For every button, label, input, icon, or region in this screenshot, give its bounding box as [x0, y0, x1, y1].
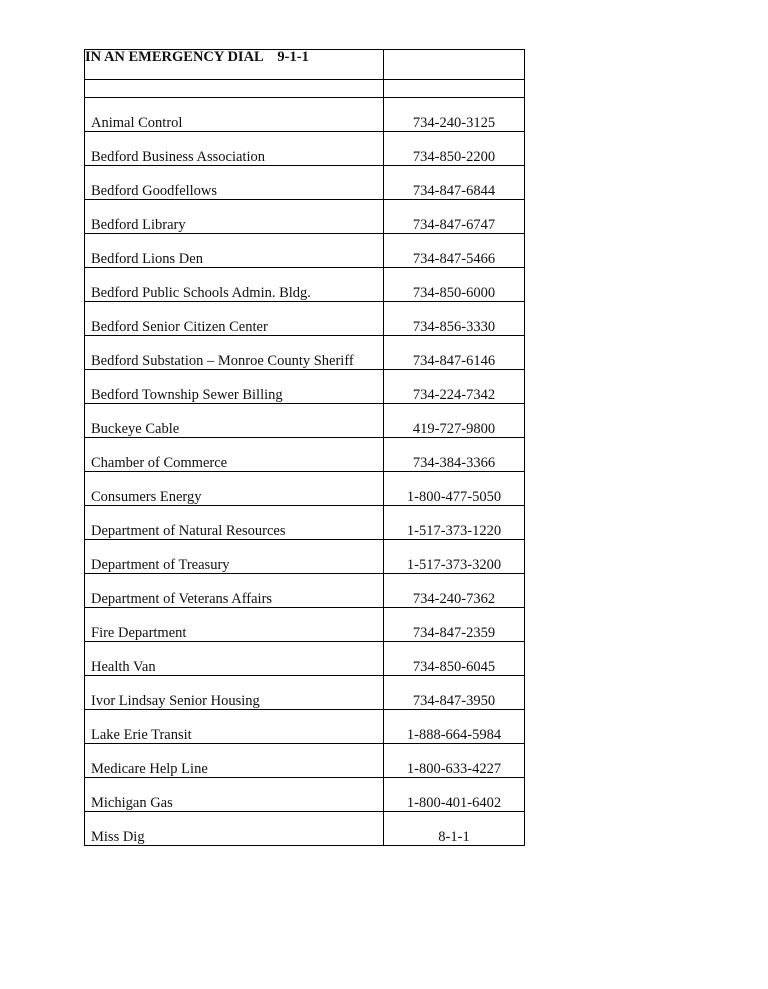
- entry-phone: 734-240-3125: [384, 98, 525, 132]
- entry-name: Lake Erie Transit: [85, 710, 384, 744]
- entry-name: Bedford Library: [85, 200, 384, 234]
- table-row: [85, 438, 525, 472]
- table-row: [85, 608, 525, 642]
- entry-name: Ivor Lindsay Senior Housing: [85, 676, 384, 710]
- table-row: [85, 370, 525, 404]
- entry-phone: 734-847-5466: [384, 234, 525, 268]
- entry-name: Bedford Senior Citizen Center: [85, 302, 384, 336]
- entry-name: Bedford Public Schools Admin. Bldg.: [85, 268, 384, 302]
- emergency-header: IN AN EMERGENCY DIAL 9-1-1: [85, 50, 384, 80]
- table-row: [85, 710, 525, 744]
- entry-name: Department of Treasury: [85, 540, 384, 574]
- table-row: [85, 574, 525, 608]
- entry-phone: 734-384-3366: [384, 438, 525, 472]
- table-row: [85, 98, 525, 132]
- entry-phone: 734-240-7362: [384, 574, 525, 608]
- entry-phone: 734-847-3950: [384, 676, 525, 710]
- entry-name: Michigan Gas: [85, 778, 384, 812]
- table-row: [85, 200, 525, 234]
- header-row: [85, 50, 525, 80]
- entry-name: Bedford Business Association: [85, 132, 384, 166]
- entry-name: Miss Dig: [85, 812, 384, 846]
- table-row: [85, 268, 525, 302]
- entry-name: Medicare Help Line: [85, 744, 384, 778]
- entry-name: Fire Department: [85, 608, 384, 642]
- spacer-row: [85, 80, 525, 98]
- entry-name: Animal Control: [85, 98, 384, 132]
- entry-phone: 419-727-9800: [384, 404, 525, 438]
- entry-name: Department of Veterans Affairs: [85, 574, 384, 608]
- entry-name: Bedford Lions Den: [85, 234, 384, 268]
- table-row: [85, 166, 525, 200]
- table-row: [85, 336, 525, 370]
- entry-phone: 734-847-6747: [384, 200, 525, 234]
- table-row: [85, 642, 525, 676]
- spacer-cell: [384, 80, 525, 98]
- table-row: [85, 778, 525, 812]
- entry-name: Department of Natural Resources: [85, 506, 384, 540]
- entry-phone: 1-888-664-5984: [384, 710, 525, 744]
- entry-phone: 734-850-6045: [384, 642, 525, 676]
- header-phone-cell: [384, 50, 525, 80]
- table-row: [85, 404, 525, 438]
- table-row: [85, 472, 525, 506]
- entry-phone: 1-800-477-5050: [384, 472, 525, 506]
- table-row: [85, 540, 525, 574]
- entry-phone: 1-517-373-1220: [384, 506, 525, 540]
- table-row: [85, 506, 525, 540]
- table-row: [85, 676, 525, 710]
- table-row: [85, 302, 525, 336]
- entry-name: Consumers Energy: [85, 472, 384, 506]
- entry-name: Bedford Goodfellows: [85, 166, 384, 200]
- entry-phone: 1-800-401-6402: [384, 778, 525, 812]
- entry-phone: 734-847-2359: [384, 608, 525, 642]
- phone-directory-table: [84, 49, 525, 846]
- entry-name: Health Van: [85, 642, 384, 676]
- entry-phone: 1-517-373-3200: [384, 540, 525, 574]
- table-row: [85, 744, 525, 778]
- entry-phone: 734-847-6146: [384, 336, 525, 370]
- entry-phone: 734-224-7342: [384, 370, 525, 404]
- entry-name: Chamber of Commerce: [85, 438, 384, 472]
- entry-phone: 1-800-633-4227: [384, 744, 525, 778]
- entry-name: Buckeye Cable: [85, 404, 384, 438]
- entry-phone: 734-850-2200: [384, 132, 525, 166]
- entry-phone: 734-856-3330: [384, 302, 525, 336]
- table-row: [85, 812, 525, 846]
- entry-phone: 734-850-6000: [384, 268, 525, 302]
- table-row: [85, 234, 525, 268]
- entry-name: Bedford Township Sewer Billing: [85, 370, 384, 404]
- table-row: [85, 132, 525, 166]
- entry-phone: 8-1-1: [384, 812, 525, 846]
- spacer-cell: [85, 80, 384, 98]
- entry-phone: 734-847-6844: [384, 166, 525, 200]
- entry-name: Bedford Substation – Monroe County Sheriff: [85, 336, 384, 370]
